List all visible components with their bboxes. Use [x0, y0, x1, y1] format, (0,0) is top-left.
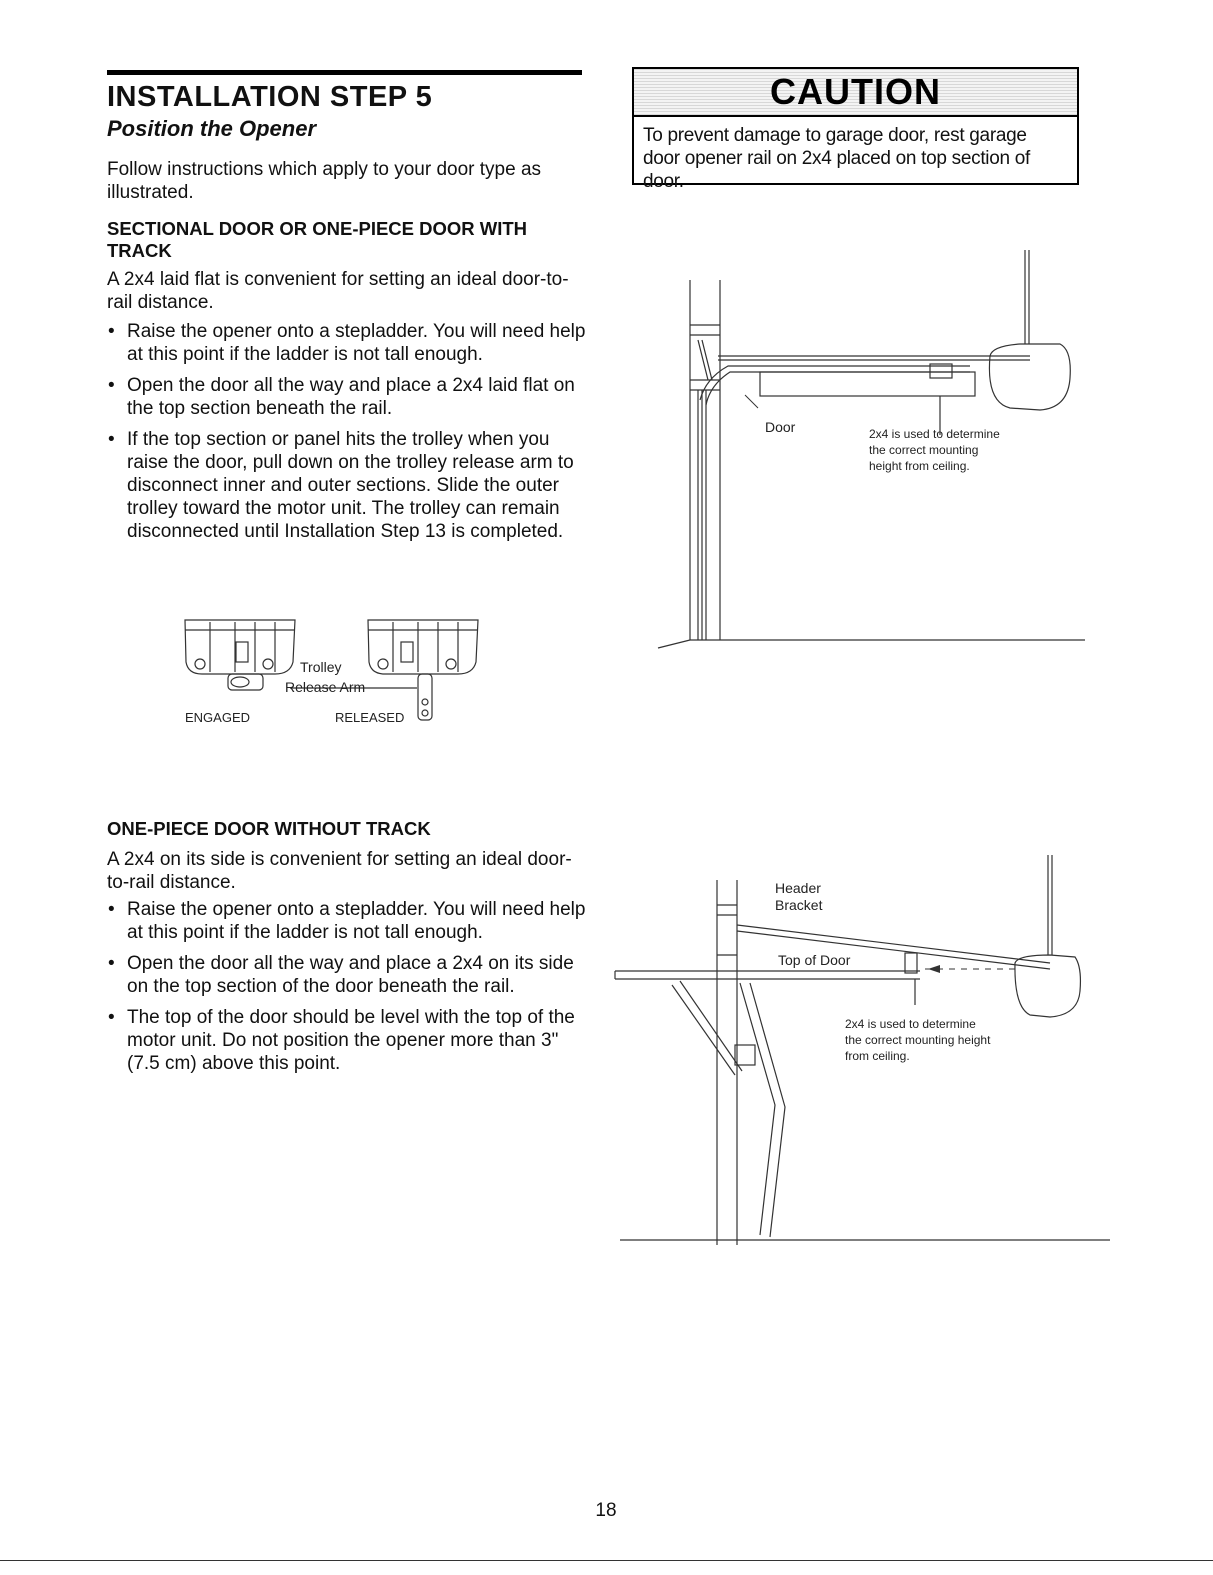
list-item: • Open the door all the way and place a 2x4 on its side on the top section of the door beneath the rail.	[107, 952, 587, 998]
list-item: • The top of the door should be level with the top of the motor unit. Do not position the opener more than 3" (7.5 cm) above this point.	[107, 1006, 587, 1075]
trolley-label: Trolley	[300, 659, 342, 675]
board-label-line-1: 2x4 is used to determine	[845, 1017, 976, 1031]
released-label: RELEASED	[335, 710, 405, 725]
caution-title: CAUTION	[770, 71, 941, 112]
caution-header	[634, 69, 1077, 117]
one-piece-door-diagram	[610, 845, 1120, 1255]
step-title: INSTALLATION STEP 5	[107, 81, 433, 113]
trolley-diagram	[180, 610, 500, 730]
door-leader-line	[745, 395, 758, 408]
list-item: • Raise the opener onto a stepladder. You will need help at this point if the ladder is not tall enough.	[107, 320, 587, 366]
top-of-door-label: Top of Door	[778, 952, 851, 968]
one-piece-door-steps	[107, 898, 587, 1083]
list-item: • Open the door all the way and place a 2x4 laid flat on the top section beneath the rail.	[107, 374, 587, 420]
sectional-door-steps	[107, 320, 587, 551]
door-label: Door	[765, 419, 796, 435]
caution-text: To prevent damage to garage door, rest garage door opener rail on 2x4 placed on top section of door.	[643, 125, 1030, 192]
step-subtitle: Position the Opener	[107, 116, 317, 141]
release-arm-label: Release Arm	[285, 679, 366, 695]
board-label-line-2: the correct mounting height	[845, 1033, 991, 1047]
footer-rule	[0, 1560, 1213, 1561]
header-label: Header	[775, 880, 821, 896]
list-item: • Raise the opener onto a stepladder. You will need help at this point if the ladder is not tall enough.	[107, 898, 587, 944]
sectional-door-diagram	[640, 240, 1100, 670]
board-label-line-1: 2x4 is used to determine	[869, 427, 1000, 441]
caution-box	[632, 67, 1079, 192]
trolley-engaged-drawing	[185, 620, 295, 690]
sectional-door-lead: A 2x4 laid flat is convenient for setting an ideal door-to-rail distance.	[107, 269, 569, 313]
board-label-line-3: from ceiling.	[845, 1049, 910, 1063]
list-item: • If the top section or panel hits the trolley when you raise the door, pull down on the trolley release arm to disconnect inner and outer sections. Slide the outer trolley toward the motor unit. The trolley can remain disconnected until Installation Step 13 is completed.	[107, 428, 587, 543]
board-label-line-2: the correct mounting	[869, 443, 979, 457]
sectional-door-heading: SECTIONAL DOOR OR ONE-PIECE DOOR WITH TRACK	[107, 218, 528, 261]
one-piece-door-heading: ONE-PIECE DOOR WITHOUT TRACK	[107, 818, 431, 839]
bracket-label: Bracket	[775, 897, 823, 913]
step-title-rule	[107, 70, 582, 75]
board-label-line-3: height from ceiling.	[869, 459, 970, 473]
page-number: 18	[595, 1500, 617, 1521]
intro-text: Follow instructions which apply to your door type as illustrated.	[107, 159, 542, 203]
engaged-label: ENGAGED	[185, 710, 251, 725]
one-piece-door-lead: A 2x4 on its side is convenient for setting an ideal door-to-rail distance.	[107, 849, 572, 893]
level-arrow-icon	[928, 965, 940, 973]
